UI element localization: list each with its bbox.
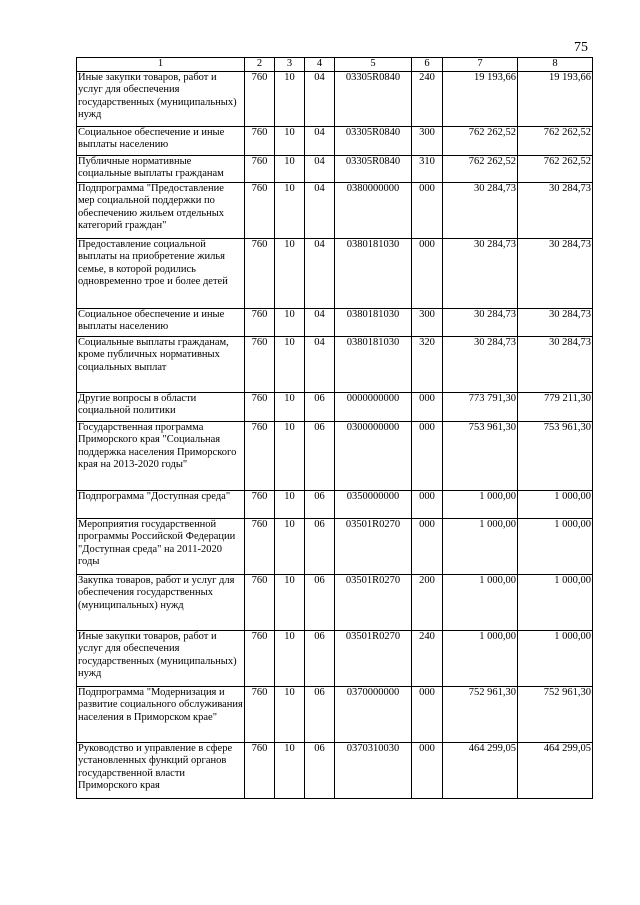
row-amount-2: 464 299,05 [518,743,593,799]
row-target-code: 03305R0840 [335,127,412,156]
table-row [77,72,593,127]
header-cell: 8 [518,58,593,72]
row-section-code: 10 [275,491,305,519]
row-subsection-code: 04 [305,309,335,337]
row-amount-1: 30 284,73 [443,337,518,393]
table-row [77,575,593,631]
row-amount-2: 30 284,73 [518,309,593,337]
row-amount-2: 753 961,30 [518,422,593,491]
row-expense-type: 200 [412,575,443,631]
row-ministry-code: 760 [245,183,275,239]
row-section-code: 10 [275,183,305,239]
row-subsection-code: 06 [305,491,335,519]
row-amount-2: 30 284,73 [518,239,593,309]
header-cell: 7 [443,58,518,72]
row-target-code: 0380181030 [335,337,412,393]
table-row [77,687,593,743]
table-row [77,337,593,393]
row-expense-type: 300 [412,309,443,337]
page-number: 75 [574,40,588,55]
row-target-code: 03501R0270 [335,519,412,575]
row-name: Закупка товаров, работ и услуг для обеспечения государственных (муниципальных) нужд [77,575,245,631]
table-row [77,491,593,519]
row-name: Публичные нормативные социальные выплаты гражданам [77,156,245,183]
row-ministry-code: 760 [245,687,275,743]
row-name: Предоставление социальной выплаты на приобретение жилья семье, в которой родились одновременно трое и более детей [77,239,245,309]
row-expense-type: 240 [412,631,443,687]
row-expense-type: 300 [412,127,443,156]
row-ministry-code: 760 [245,72,275,127]
row-ministry-code: 760 [245,575,275,631]
row-subsection-code: 06 [305,575,335,631]
row-ministry-code: 760 [245,127,275,156]
row-amount-1: 30 284,73 [443,239,518,309]
row-section-code: 10 [275,422,305,491]
row-name: Иные закупки товаров, работ и услуг для обеспечения государственных (муниципальных) нужд [77,72,245,127]
table-row [77,183,593,239]
row-expense-type: 000 [412,519,443,575]
table-row [77,743,593,799]
row-subsection-code: 06 [305,631,335,687]
row-subsection-code: 04 [305,183,335,239]
table-row [77,309,593,337]
row-section-code: 10 [275,575,305,631]
row-amount-2: 1 000,00 [518,491,593,519]
row-name: Подпрограмма "Модернизация и развитие социального обслуживания населения в Приморском крае" [77,687,245,743]
row-amount-2: 779 211,30 [518,393,593,422]
row-amount-2: 762 262,52 [518,156,593,183]
table-row [77,422,593,491]
row-amount-2: 1 000,00 [518,631,593,687]
row-target-code: 03501R0270 [335,631,412,687]
row-target-code: 03305R0840 [335,156,412,183]
header-cell: 2 [245,58,275,72]
row-subsection-code: 06 [305,743,335,799]
row-amount-1: 464 299,05 [443,743,518,799]
row-ministry-code: 760 [245,631,275,687]
row-ministry-code: 760 [245,309,275,337]
header-cell: 3 [275,58,305,72]
row-name: Социальное обеспечение и иные выплаты населению [77,127,245,156]
row-amount-1: 30 284,73 [443,183,518,239]
table-row [77,393,593,422]
row-subsection-code: 04 [305,239,335,309]
row-subsection-code: 04 [305,72,335,127]
row-section-code: 10 [275,519,305,575]
row-target-code: 0350000000 [335,491,412,519]
row-amount-1: 752 961,30 [443,687,518,743]
row-expense-type: 000 [412,393,443,422]
row-amount-1: 773 791,30 [443,393,518,422]
row-target-code: 0380181030 [335,309,412,337]
budget-table [76,57,593,799]
row-amount-2: 752 961,30 [518,687,593,743]
header-cell: 6 [412,58,443,72]
row-name: Иные закупки товаров, работ и услуг для обеспечения государственных (муниципальных) нужд [77,631,245,687]
row-amount-1: 1 000,00 [443,491,518,519]
table-row [77,156,593,183]
row-target-code: 0370310030 [335,743,412,799]
header-cell: 5 [335,58,412,72]
row-name: Социальное обеспечение и иные выплаты населению [77,309,245,337]
row-amount-2: 1 000,00 [518,575,593,631]
row-subsection-code: 04 [305,127,335,156]
row-section-code: 10 [275,239,305,309]
row-expense-type: 240 [412,72,443,127]
row-name: Подпрограмма "Предоставление мер социальной поддержки по обеспечению жильем отдельных категорий граждан" [77,183,245,239]
row-name: Другие вопросы в области социальной политики [77,393,245,422]
row-section-code: 10 [275,156,305,183]
row-amount-1: 762 262,52 [443,156,518,183]
row-amount-2: 1 000,00 [518,519,593,575]
row-ministry-code: 760 [245,337,275,393]
row-section-code: 10 [275,72,305,127]
row-ministry-code: 760 [245,393,275,422]
row-section-code: 10 [275,127,305,156]
row-section-code: 10 [275,743,305,799]
row-amount-2: 30 284,73 [518,337,593,393]
row-amount-1: 753 961,30 [443,422,518,491]
row-target-code: 0370000000 [335,687,412,743]
table-row [77,519,593,575]
row-expense-type: 320 [412,337,443,393]
row-amount-1: 1 000,00 [443,631,518,687]
row-target-code: 03501R0270 [335,575,412,631]
row-target-code: 0380181030 [335,239,412,309]
row-expense-type: 000 [412,422,443,491]
row-subsection-code: 06 [305,393,335,422]
row-expense-type: 000 [412,239,443,309]
row-amount-1: 1 000,00 [443,575,518,631]
row-target-code: 03305R0840 [335,72,412,127]
row-section-code: 10 [275,309,305,337]
table-row [77,631,593,687]
row-section-code: 10 [275,393,305,422]
table-row [77,127,593,156]
row-section-code: 10 [275,631,305,687]
row-expense-type: 000 [412,743,443,799]
header-row [77,58,593,72]
row-target-code: 0380000000 [335,183,412,239]
row-name: Социальные выплаты гражданам, кроме публичных нормативных социальных выплат [77,337,245,393]
row-name: Подпрограмма "Доступная среда" [77,491,245,519]
row-ministry-code: 760 [245,422,275,491]
row-subsection-code: 04 [305,156,335,183]
row-section-code: 10 [275,687,305,743]
row-target-code: 0000000000 [335,393,412,422]
row-subsection-code: 06 [305,687,335,743]
row-section-code: 10 [275,337,305,393]
row-expense-type: 000 [412,687,443,743]
row-name: Государственная программа Приморского края "Социальная поддержка населения Приморского края на 2013-2020 годы" [77,422,245,491]
header-cell: 1 [77,58,245,72]
table-row [77,239,593,309]
header-cell: 4 [305,58,335,72]
row-ministry-code: 760 [245,239,275,309]
row-ministry-code: 760 [245,743,275,799]
row-subsection-code: 04 [305,337,335,393]
row-amount-1: 1 000,00 [443,519,518,575]
row-name: Руководство и управление в сфере установленных функций органов государственной власти Приморского края [77,743,245,799]
row-amount-2: 762 262,52 [518,127,593,156]
row-ministry-code: 760 [245,491,275,519]
row-target-code: 0300000000 [335,422,412,491]
row-amount-1: 19 193,66 [443,72,518,127]
row-expense-type: 000 [412,491,443,519]
row-expense-type: 000 [412,183,443,239]
row-amount-1: 762 262,52 [443,127,518,156]
row-name: Мероприятия государственной программы Российской Федерации "Доступная среда" на 2011-2020 годы [77,519,245,575]
row-ministry-code: 760 [245,519,275,575]
row-ministry-code: 760 [245,156,275,183]
row-amount-2: 30 284,73 [518,183,593,239]
row-expense-type: 310 [412,156,443,183]
row-subsection-code: 06 [305,519,335,575]
row-amount-2: 19 193,66 [518,72,593,127]
row-subsection-code: 06 [305,422,335,491]
row-amount-1: 30 284,73 [443,309,518,337]
